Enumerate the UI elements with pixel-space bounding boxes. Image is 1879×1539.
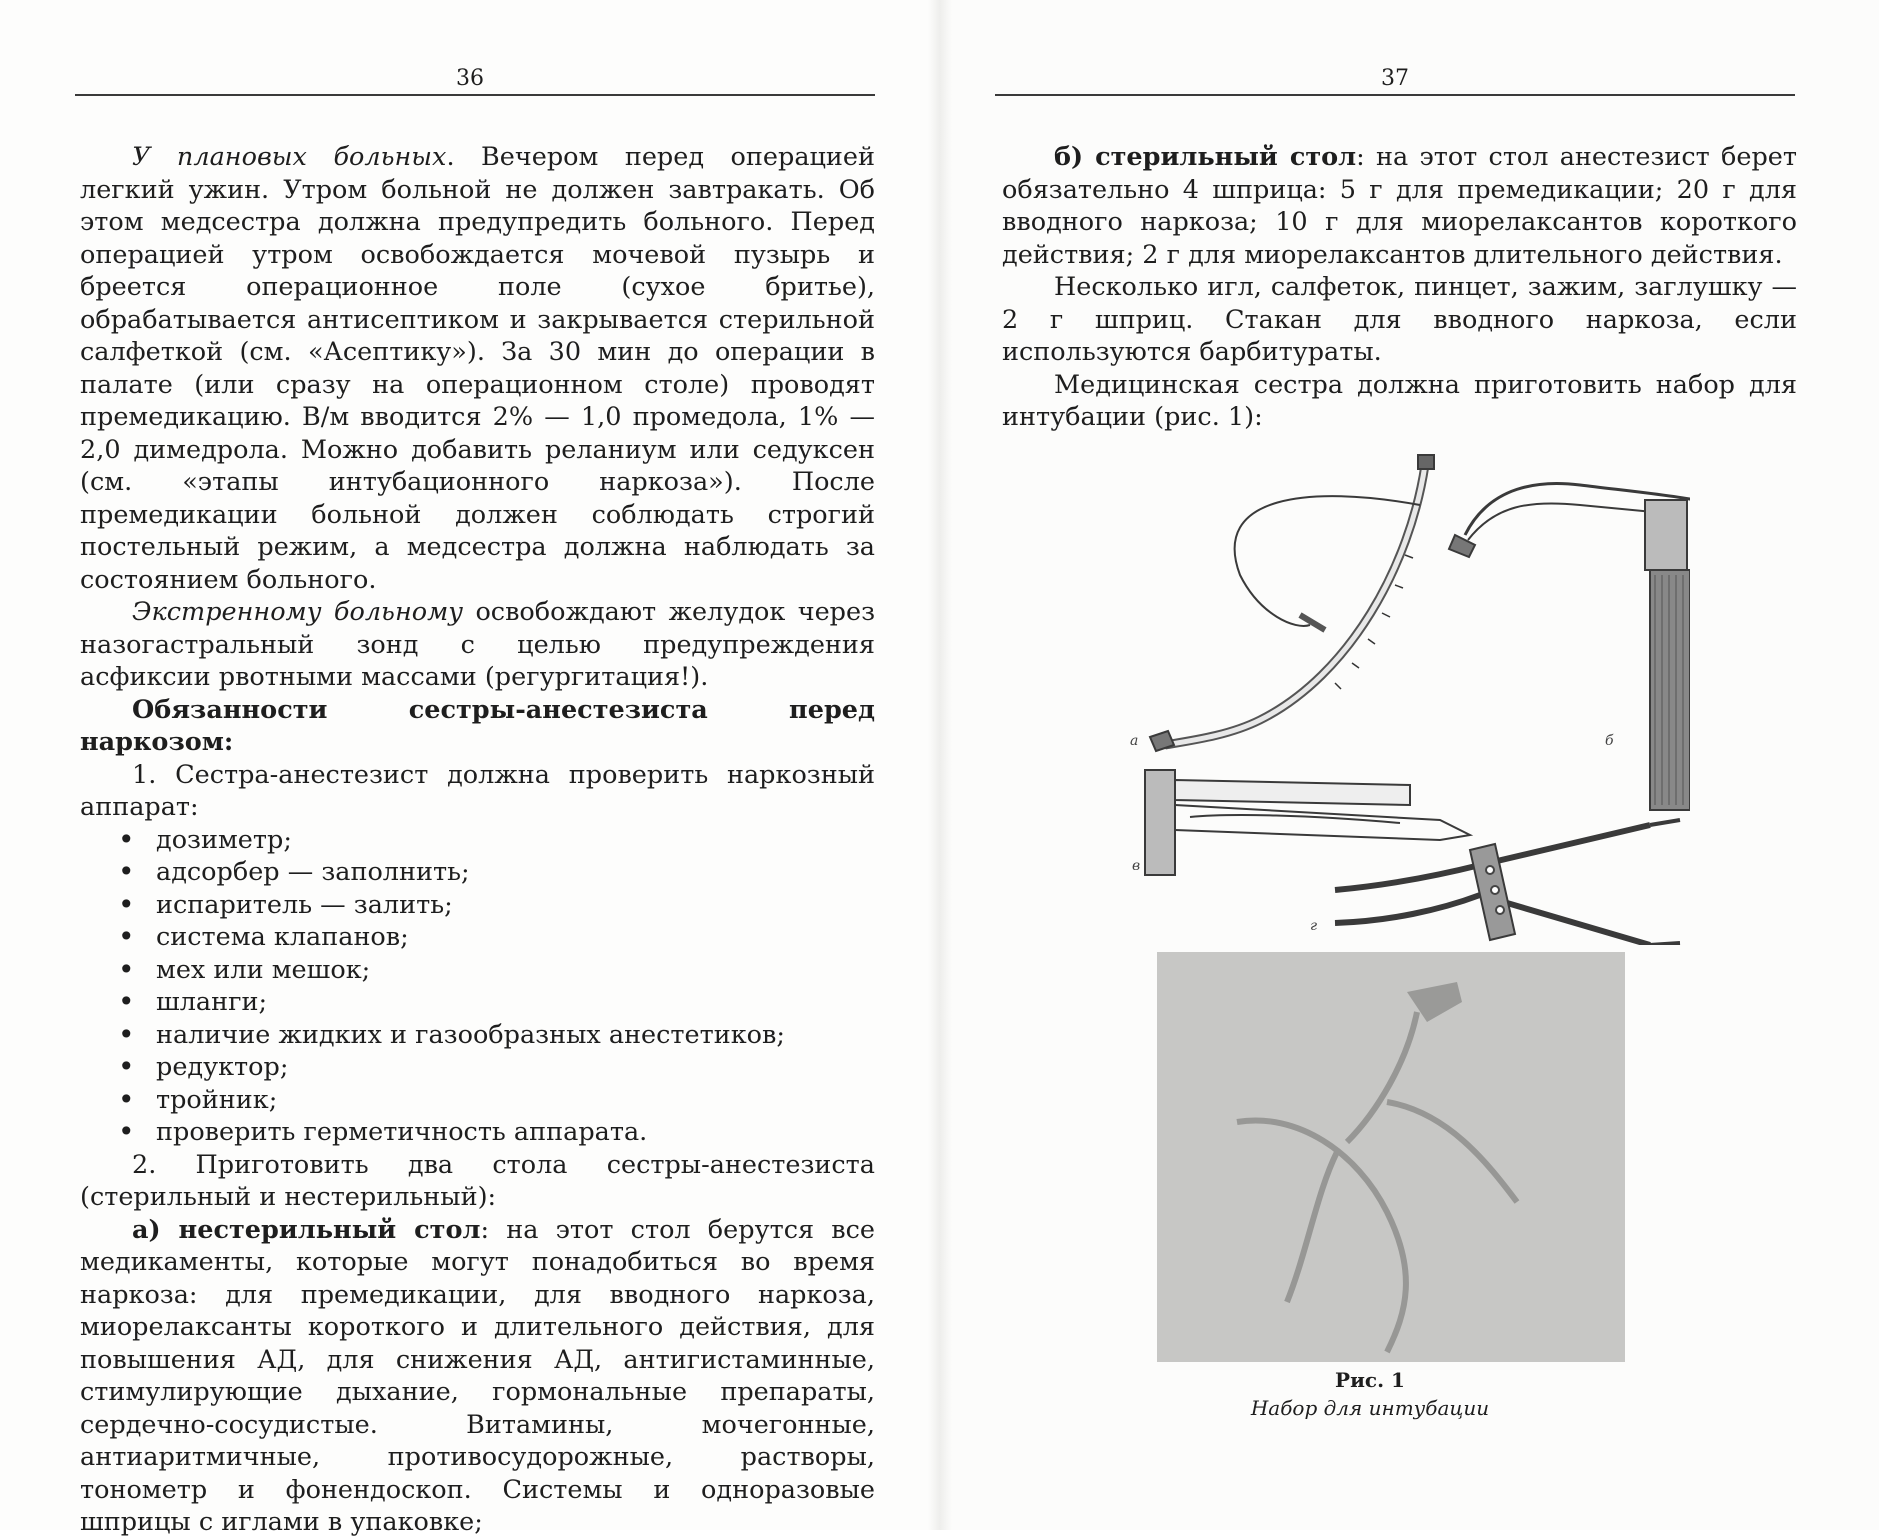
item-2-prepare-tables: 2. Приготовить два стола сестры-анестезиста (стерильный и нестерильный):: [80, 1149, 875, 1212]
nonsterile-table-text: : на этот стол берутся все медикаменты, которые могут понадобиться во время наркоза: для премедикации, для вводного наркоза, миорелаксанты короткого и длительного действия, для повышения АД, для снижения АД, антигистаминные, стимулирующие дыхание, гормональные препараты, сердечно-сосудистые. Витамины, мочегонные, антиаритмичные, противосудорожные, растворы, тонометр и фонендоскоп. Системы и одноразовые шприцы с иглами в упаковке;: [80, 1214, 875, 1537]
figure-caption-title: Рис. 1: [1335, 1368, 1405, 1392]
list-item: • проверить герметичность аппарата.: [118, 1116, 875, 1149]
item-a-nonsterile-table: [80, 1214, 875, 1539]
emergency-patient-lead: Экстренному больному: [132, 597, 464, 627]
left-page-body: [80, 141, 875, 1539]
list-item: • испаритель — залить;: [118, 889, 875, 922]
nonsterile-table-lead: а) нестерильный стол: [132, 1214, 481, 1245]
list-item: • дозиметр;: [118, 824, 875, 857]
list-item: • тройник;: [118, 1084, 875, 1117]
intubation-photo: [1157, 952, 1625, 1362]
figure-caption: [1120, 1366, 1620, 1422]
right-page-body: [1002, 141, 1797, 434]
list-item: • система клапанов;: [118, 921, 875, 954]
list-item: • редуктор;: [118, 1051, 875, 1084]
figure-label-v: в: [1132, 858, 1141, 874]
list-item: • адсорбер — заполнить;: [118, 856, 875, 889]
item-1-check-apparatus: 1. Сестра-анестезист должна проверить наркозный аппарат:: [80, 759, 875, 822]
planned-patients-lead: У плановых больных: [132, 142, 447, 172]
page-number-right: 37: [1381, 66, 1409, 91]
sterile-table-text: : на этот стол анестезист берет обязательно 4 шприца: 5 г для премедикации; 20 г для вводного наркоза; 10 г для миорелаксантов короткого действия; 2 г для миорелаксантов длительного действия.: [1002, 142, 1797, 270]
endotracheal-tube: [1150, 455, 1434, 751]
page-number-left: 36: [456, 66, 484, 91]
planned-patients-text: . Вечером перед операцией легкий ужин. Утром больной не должен завтракать. Об этом медсестра должна предупредить больного. Перед операцией утром освобождается мочевой пузырь и бреется операционное поле (сухое бритье), обрабатывается антисептиком и закрывается стерильной салфеткой (см. «Асептику»). За 30 мин до операции в палате (или сразу на операционном столе) проводят премедикацию. В/м вводится 2% — 1,0 промедола, 1% — 2,0 димедрола. Можно добавить реланиум или седуксен (см. «этапы интубационного наркоза»). После премедикации больной должен соблюдать строгий постельный режим, а медсестра должна наблюдать за состоянием больного.: [80, 142, 875, 595]
paragraph-needles: Несколько игл, салфеток, пинцет, зажим, заглушку — 2 г шприц. Стакан для вводного наркоза, если используются барбитураты.: [1002, 272, 1797, 367]
figure-label-b: б: [1605, 733, 1614, 749]
paragraph-planned-patients: [80, 141, 875, 596]
figure-label-a: а: [1130, 733, 1139, 749]
laryngoscope: [1449, 483, 1690, 810]
item-b-sterile-table: [1002, 141, 1797, 271]
book-gutter: [928, 0, 952, 1530]
list-item: • мех или мешок;: [118, 954, 875, 987]
figure-label-g: г: [1310, 918, 1318, 934]
header-rule-right: [995, 94, 1795, 96]
sterile-table-lead: б) стерильный стол: [1054, 142, 1357, 172]
straight-blade: [1145, 770, 1470, 875]
list-item: • наличие жидких и газообразных анестетиков;: [118, 1019, 875, 1052]
header-rule-left: [75, 94, 875, 96]
figure-caption-text: Набор для интубации: [1250, 1396, 1490, 1420]
list-item: • шланги;: [118, 986, 875, 1019]
duties-heading: Обязанности сестры-анестезиста перед наркозом:: [80, 694, 875, 757]
paragraph-emergency-patient: [80, 596, 875, 694]
apparatus-checklist: [80, 824, 875, 1149]
emergency-patient-text: освобождают желудок через назогастральный зонд с целью предупреждения асфиксии рвотными массами (регургитация!).: [80, 597, 875, 692]
intubation-instruments-drawing: [1110, 445, 1690, 945]
paragraph-nurse-intubation: Медицинская сестра должна приготовить набор для интубации (рис. 1):: [1002, 369, 1797, 432]
